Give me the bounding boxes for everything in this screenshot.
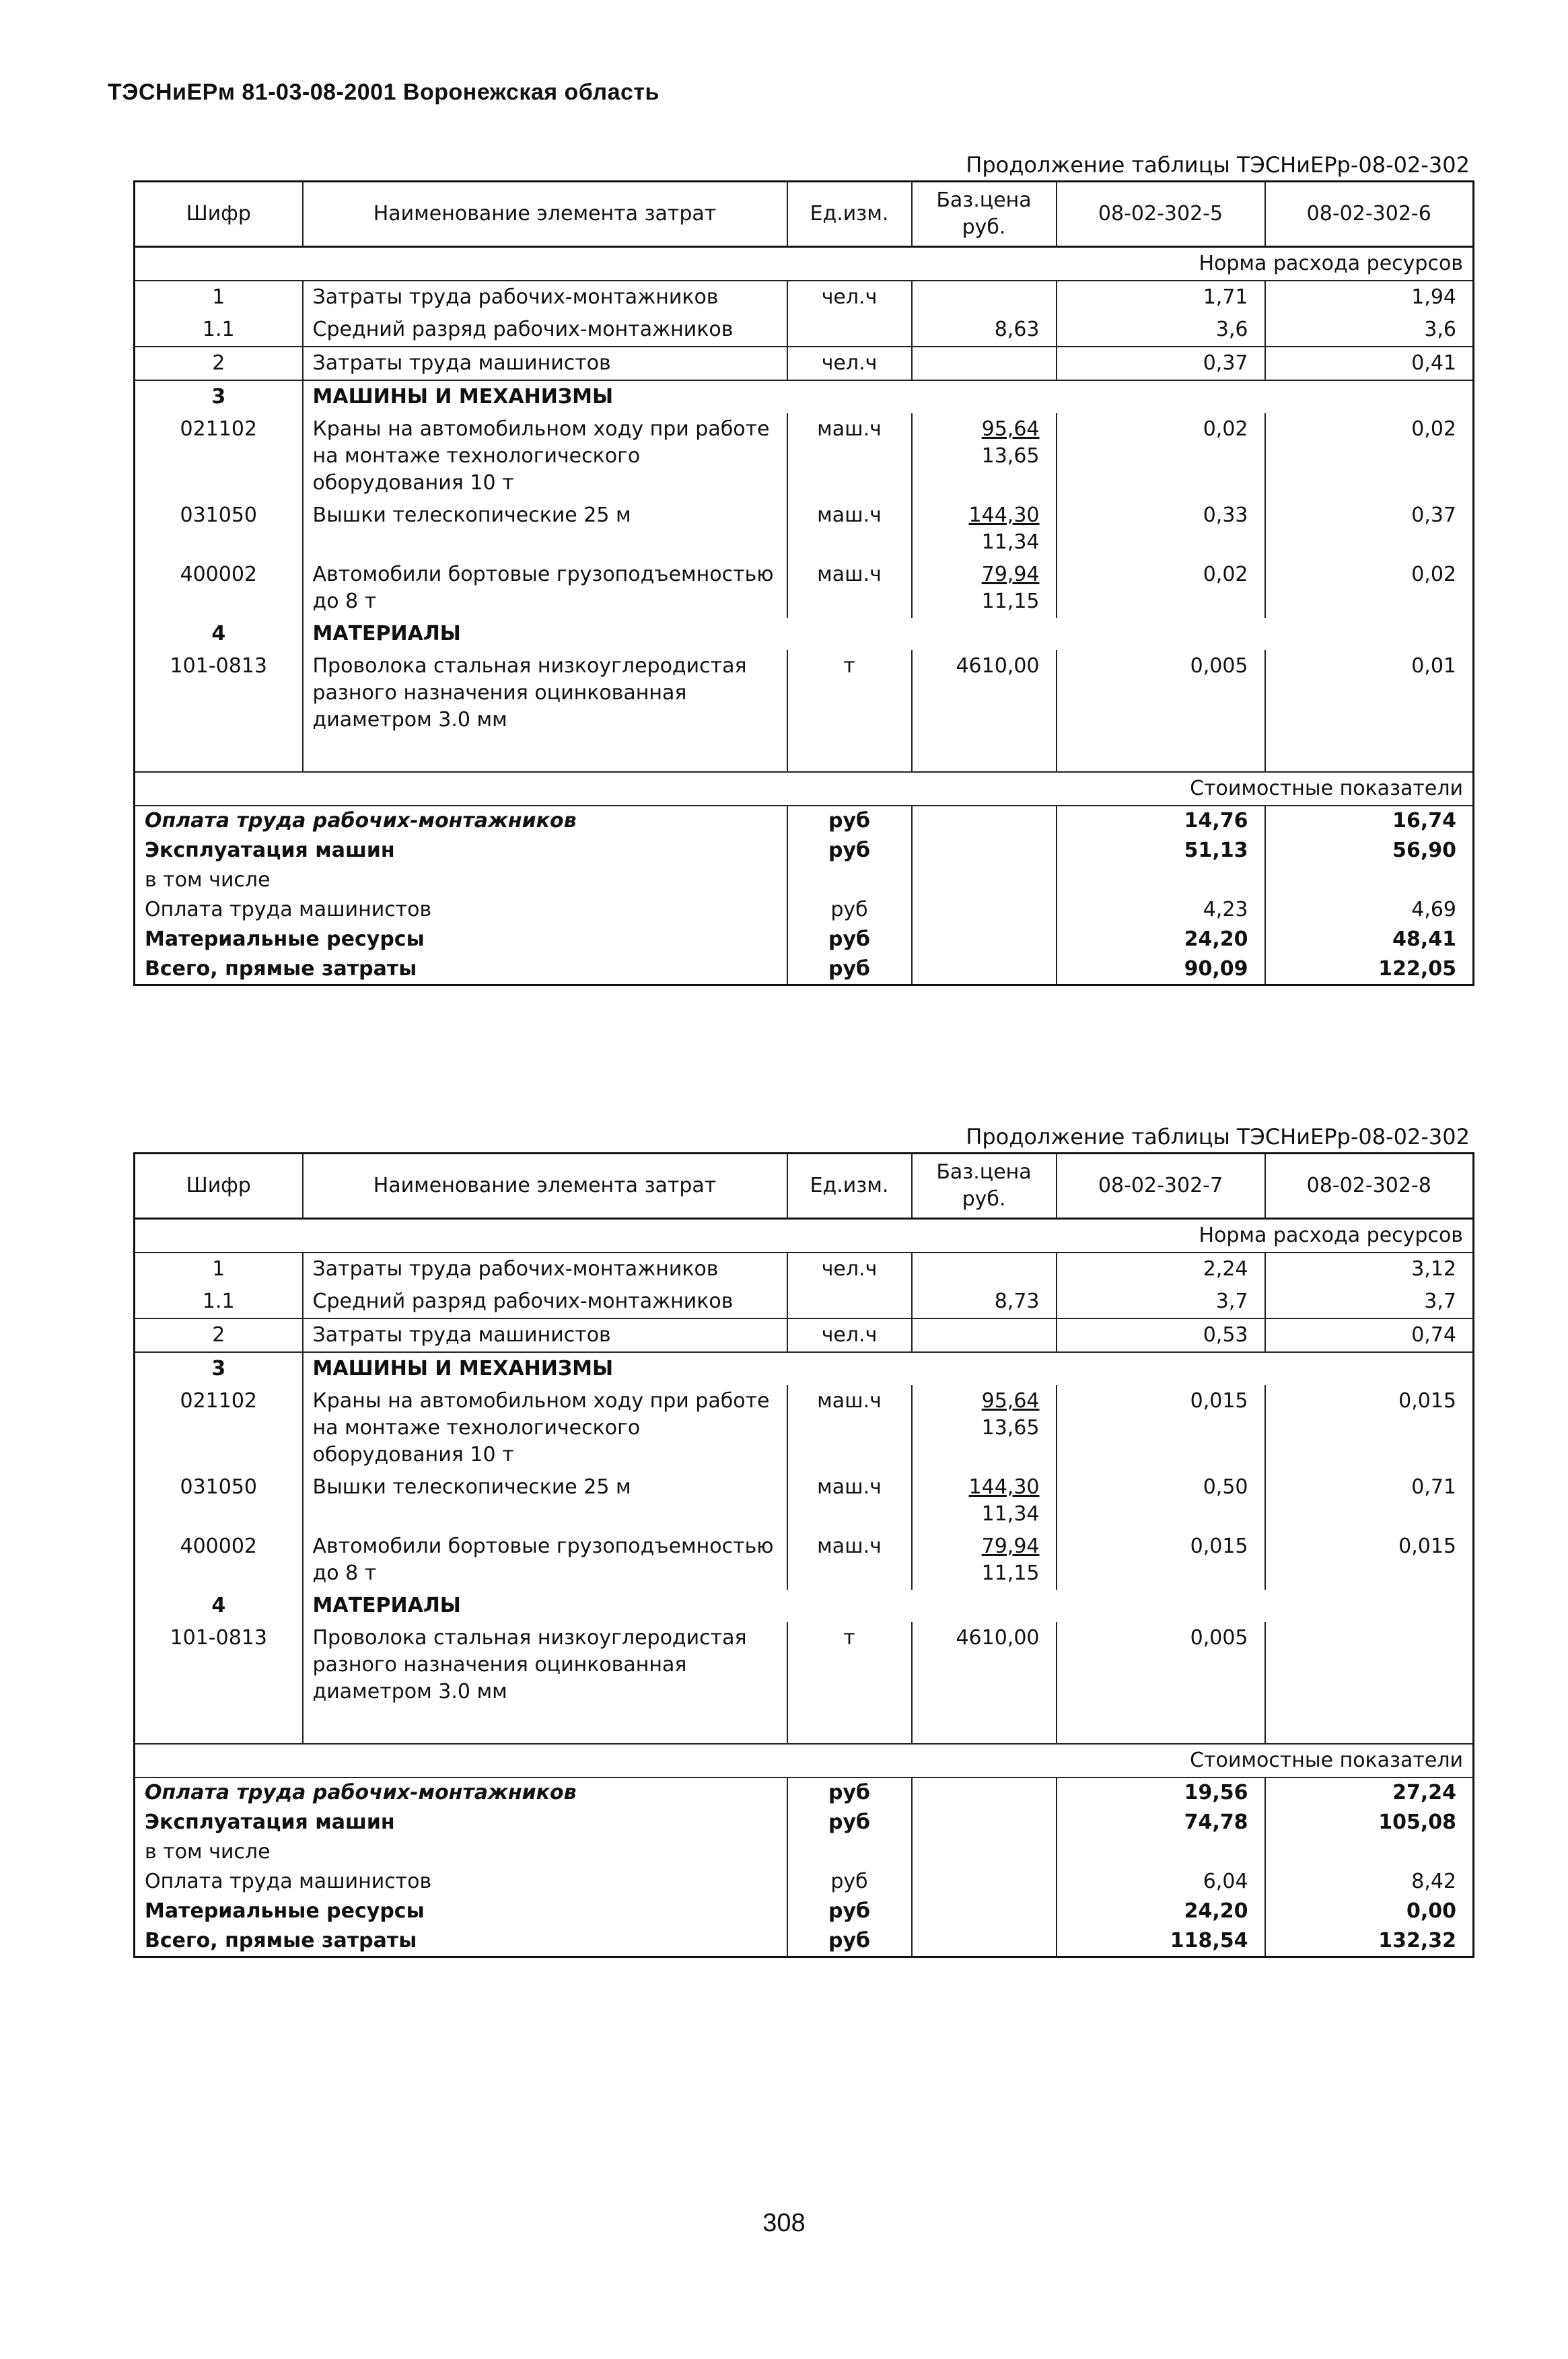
- resource-row: [135, 1253, 1474, 1286]
- cost-table: [133, 180, 1474, 986]
- cost-row-unit: руб: [787, 806, 912, 836]
- cost-row-unit: руб: [787, 954, 912, 985]
- cost-row-base: [912, 1897, 1057, 1926]
- cost-row-base: [912, 806, 1057, 836]
- row-value-b: 0,02: [1265, 559, 1474, 618]
- col-code-header: Шифр: [135, 1154, 303, 1219]
- row-unit: чел.ч: [787, 1253, 912, 1286]
- base-price-wage: 11,34: [981, 1502, 1040, 1526]
- row-unit: маш.ч: [787, 1530, 912, 1590]
- row-value-b: 0,015: [1265, 1385, 1474, 1471]
- spacer-cell: [135, 1708, 303, 1744]
- cost-row-value-a: 24,20: [1057, 1897, 1265, 1926]
- row-name: Средний разряд рабочих-монтажников: [303, 1286, 787, 1318]
- resource-row: [135, 281, 1474, 314]
- base-price-total: 79,94: [981, 563, 1040, 586]
- row-code: 3: [135, 380, 303, 413]
- cost-row: [135, 1777, 1474, 1808]
- spacer-cell: [787, 736, 912, 772]
- row-value-a: 0,33: [1057, 499, 1265, 559]
- row-value-a: 0,015: [1057, 1385, 1265, 1471]
- row-name: Краны на автомобильном ходу при работе на монтаже технологического оборудования 10 т: [303, 413, 787, 499]
- row-unit: маш.ч: [787, 413, 912, 499]
- row-unit: чел.ч: [787, 347, 912, 380]
- row-unit: т: [787, 1622, 912, 1708]
- row-value-b: [1265, 1622, 1474, 1708]
- cost-row: [135, 925, 1474, 954]
- cost-row-base: [912, 925, 1057, 954]
- cost-row-value-a: 6,04: [1057, 1867, 1265, 1897]
- row-name: Проволока стальная низкоуглеродистая разного назначения оцинкованная диаметром 3.0 мм: [303, 650, 787, 736]
- section-title: МАТЕРИАЛЫ: [303, 1590, 1474, 1622]
- row-base-price: [912, 314, 1057, 347]
- cost-row: [135, 806, 1474, 836]
- spacer-cell: [912, 1708, 1057, 1744]
- base-price-total: 8,63: [994, 318, 1040, 341]
- row-value-b: 0,71: [1265, 1471, 1474, 1530]
- spacer-cell: [303, 1708, 787, 1744]
- cost-row-value-a: 118,54: [1057, 1926, 1265, 1957]
- row-base-price: [912, 1286, 1057, 1318]
- row-code: 1: [135, 1253, 303, 1286]
- base-price-total: 144,30: [968, 1475, 1040, 1499]
- base-price-wage: 11,15: [981, 590, 1040, 613]
- resource-row: [135, 1530, 1474, 1590]
- cost-row-label: Эксплуатация машин: [135, 836, 787, 866]
- cost-row-unit: руб: [787, 1926, 912, 1957]
- resource-row: [135, 1471, 1474, 1530]
- header-row: [135, 182, 1474, 247]
- row-value-b: 0,41: [1265, 347, 1474, 380]
- cost-row: [135, 1837, 1474, 1867]
- header-row: [135, 1154, 1474, 1219]
- cost-row: [135, 1897, 1474, 1926]
- row-base-price: [912, 1385, 1057, 1471]
- cost-label: Стоимостные показатели: [135, 772, 1474, 806]
- row-unit: чел.ч: [787, 1318, 912, 1352]
- row-name: Затраты труда рабочих-монтажников: [303, 1253, 787, 1286]
- row-base-price: [912, 650, 1057, 736]
- cost-row-unit: руб: [787, 1808, 912, 1837]
- table-caption: Продолжение таблицы ТЭСНиЕРр-08-02-302: [966, 1124, 1470, 1150]
- base-price-total: 4610,00: [956, 1626, 1040, 1650]
- row-value-a: 0,53: [1057, 1318, 1265, 1352]
- cost-row-value-a: 51,13: [1057, 836, 1265, 866]
- norm-label-row: [135, 1219, 1474, 1253]
- row-unit: маш.ч: [787, 1471, 912, 1530]
- row-code: 1.1: [135, 1286, 303, 1318]
- row-code: 2: [135, 1318, 303, 1352]
- cost-row-unit: руб: [787, 1867, 912, 1897]
- row-unit: [787, 1286, 912, 1318]
- cost-row-value-b: 27,24: [1265, 1777, 1474, 1808]
- cost-row: [135, 1808, 1474, 1837]
- resource-row: [135, 1385, 1474, 1471]
- cost-table: [133, 1152, 1474, 1958]
- cost-row-value-b: 4,69: [1265, 895, 1474, 925]
- row-value-a: 0,02: [1057, 559, 1265, 618]
- row-base-price: [912, 1622, 1057, 1708]
- col-base-price-header: Баз.цена руб.: [912, 182, 1057, 247]
- cost-row-value-a: 4,23: [1057, 895, 1265, 925]
- spacer-row: [135, 1708, 1474, 1744]
- section-title: МАТЕРИАЛЫ: [303, 618, 1474, 650]
- cost-label-row: [135, 1744, 1474, 1777]
- base-price-total: 95,64: [981, 417, 1040, 441]
- cost-row: [135, 895, 1474, 925]
- col-variant-a-header: 08-02-302-7: [1057, 1154, 1265, 1219]
- cost-row-label: Оплата труда машинистов: [135, 895, 787, 925]
- base-price-total: 144,30: [968, 503, 1040, 527]
- row-code: 4: [135, 618, 303, 650]
- cost-row-unit: [787, 1837, 912, 1867]
- row-code: 031050: [135, 499, 303, 559]
- row-unit: маш.ч: [787, 1385, 912, 1471]
- norm-label: Норма расхода ресурсов: [135, 1219, 1474, 1253]
- cost-row: [135, 836, 1474, 866]
- cost-row-unit: [787, 866, 912, 895]
- base-price-wage: 13,65: [981, 444, 1040, 468]
- base-price-total: 4610,00: [956, 654, 1040, 678]
- document-header: ТЭСНиЕРм 81-03-08-2001 Воронежская область: [108, 79, 660, 105]
- resource-table-2: [133, 1121, 1472, 1958]
- row-code: 400002: [135, 1530, 303, 1590]
- resource-row: [135, 314, 1474, 347]
- cost-row-value-a: 24,20: [1057, 925, 1265, 954]
- row-base-price: [912, 1253, 1057, 1286]
- row-code: 2: [135, 347, 303, 380]
- row-code: 3: [135, 1352, 303, 1385]
- row-name: Краны на автомобильном ходу при работе на монтаже технологического оборудования 10 т: [303, 1385, 787, 1471]
- row-code: 1.1: [135, 314, 303, 347]
- cost-row-value-b: 16,74: [1265, 806, 1474, 836]
- row-value-a: 0,015: [1057, 1530, 1265, 1590]
- row-code: 400002: [135, 559, 303, 618]
- cost-row-label: в том числе: [135, 1837, 787, 1867]
- col-variant-b-header: 08-02-302-8: [1265, 1154, 1474, 1219]
- row-base-price: [912, 347, 1057, 380]
- row-value-a: 3,6: [1057, 314, 1265, 347]
- base-price-wage: 13,65: [981, 1416, 1040, 1440]
- cost-row-base: [912, 895, 1057, 925]
- cost-row-value-b: 122,05: [1265, 954, 1474, 985]
- col-name-header: Наименование элемента затрат: [303, 1154, 787, 1219]
- cost-row-base: [912, 1837, 1057, 1867]
- row-value-a: 2,24: [1057, 1253, 1265, 1286]
- cost-row-unit: руб: [787, 1777, 912, 1808]
- base-price-total: 95,64: [981, 1389, 1040, 1413]
- spacer-row: [135, 736, 1474, 772]
- row-value-b: 3,6: [1265, 314, 1474, 347]
- col-variant-b-header: 08-02-302-6: [1265, 182, 1474, 247]
- section-row: [135, 380, 1474, 413]
- section-row: [135, 1352, 1474, 1385]
- row-value-b: 3,12: [1265, 1253, 1474, 1286]
- row-base-price: [912, 499, 1057, 559]
- row-unit: т: [787, 650, 912, 736]
- row-name: Проволока стальная низкоуглеродистая разного назначения оцинкованная диаметром 3.0 мм: [303, 1622, 787, 1708]
- row-base-price: [912, 281, 1057, 314]
- resource-row: [135, 1286, 1474, 1318]
- row-code: 1: [135, 281, 303, 314]
- cost-row-base: [912, 1777, 1057, 1808]
- resource-row: [135, 1318, 1474, 1352]
- row-value-a: 0,37: [1057, 347, 1265, 380]
- spacer-cell: [912, 736, 1057, 772]
- base-price-total: 8,73: [994, 1290, 1040, 1313]
- cost-row-label: Оплата труда рабочих-монтажников: [135, 1777, 787, 1808]
- cost-row-label: Оплата труда машинистов: [135, 1867, 787, 1897]
- cost-row-base: [912, 1867, 1057, 1897]
- row-code: 4: [135, 1590, 303, 1622]
- norm-label-row: [135, 247, 1474, 281]
- spacer-cell: [1265, 736, 1474, 772]
- spacer-cell: [1265, 1708, 1474, 1744]
- row-value-b: 0,37: [1265, 499, 1474, 559]
- spacer-cell: [135, 736, 303, 772]
- row-base-price: [912, 413, 1057, 499]
- row-code: 021102: [135, 413, 303, 499]
- cost-row-value-b: 132,32: [1265, 1926, 1474, 1957]
- cost-row-value-a: 19,56: [1057, 1777, 1265, 1808]
- cost-label: Стоимостные показатели: [135, 1744, 1474, 1777]
- base-price-wage: 11,34: [981, 530, 1040, 554]
- resource-row: [135, 499, 1474, 559]
- cost-row-value-b: 105,08: [1265, 1808, 1474, 1837]
- row-code: 101-0813: [135, 650, 303, 736]
- row-value-b: 0,01: [1265, 650, 1474, 736]
- cost-row-label: Эксплуатация машин: [135, 1808, 787, 1837]
- cost-row: [135, 1867, 1474, 1897]
- spacer-cell: [1057, 1708, 1265, 1744]
- section-row: [135, 1590, 1474, 1622]
- col-base-price-header: Баз.цена руб.: [912, 1154, 1057, 1219]
- row-value-a: 0,02: [1057, 413, 1265, 499]
- row-value-b: 0,74: [1265, 1318, 1474, 1352]
- row-value-b: 0,02: [1265, 413, 1474, 499]
- cost-row-value-b: 48,41: [1265, 925, 1474, 954]
- col-code-header: Шифр: [135, 182, 303, 247]
- resource-row: [135, 413, 1474, 499]
- row-base-price: [912, 1318, 1057, 1352]
- row-name: Затраты труда машинистов: [303, 1318, 787, 1352]
- cost-row-base: [912, 954, 1057, 985]
- resource-row: [135, 1622, 1474, 1708]
- cost-row-unit: руб: [787, 836, 912, 866]
- row-value-a: 0,005: [1057, 1622, 1265, 1708]
- cost-row-base: [912, 1808, 1057, 1837]
- cost-row-unit: руб: [787, 895, 912, 925]
- cost-label-row: [135, 772, 1474, 806]
- col-variant-a-header: 08-02-302-5: [1057, 182, 1265, 247]
- cost-row-value-b: 0,00: [1265, 1897, 1474, 1926]
- row-code: 021102: [135, 1385, 303, 1471]
- cost-row-label: в том числе: [135, 866, 787, 895]
- cost-row-value-a: [1057, 866, 1265, 895]
- col-unit-header: Ед.изм.: [787, 182, 912, 247]
- cost-row-unit: руб: [787, 1897, 912, 1926]
- row-base-price: [912, 559, 1057, 618]
- cost-row-label: Материальные ресурсы: [135, 1897, 787, 1926]
- cost-row: [135, 1926, 1474, 1957]
- row-value-b: 1,94: [1265, 281, 1474, 314]
- resource-row: [135, 559, 1474, 618]
- row-base-price: [912, 1530, 1057, 1590]
- section-row: [135, 618, 1474, 650]
- cost-row-label: Материальные ресурсы: [135, 925, 787, 954]
- row-value-a: 1,71: [1057, 281, 1265, 314]
- spacer-cell: [787, 1708, 912, 1744]
- row-name: Затраты труда рабочих-монтажников: [303, 281, 787, 314]
- cost-row: [135, 866, 1474, 895]
- table-caption: Продолжение таблицы ТЭСНиЕРр-08-02-302: [966, 152, 1470, 178]
- row-value-a: 0,50: [1057, 1471, 1265, 1530]
- page-number: 308: [762, 2209, 806, 2237]
- col-unit-header: Ед.изм.: [787, 1154, 912, 1219]
- row-name: Автомобили бортовые грузоподъемностью до 8 т: [303, 559, 787, 618]
- cost-row: [135, 954, 1474, 985]
- base-price-total: 79,94: [981, 1535, 1040, 1558]
- row-base-price: [912, 1471, 1057, 1530]
- row-name: Средний разряд рабочих-монтажников: [303, 314, 787, 347]
- row-code: 031050: [135, 1471, 303, 1530]
- cost-row-value-b: 8,42: [1265, 1867, 1474, 1897]
- cost-row-unit: руб: [787, 925, 912, 954]
- cost-row-value-a: [1057, 1837, 1265, 1867]
- cost-row-value-b: [1265, 866, 1474, 895]
- row-code: 101-0813: [135, 1622, 303, 1708]
- cost-row-value-b: [1265, 1837, 1474, 1867]
- row-value-b: 0,015: [1265, 1530, 1474, 1590]
- row-unit: [787, 314, 912, 347]
- cost-row-value-b: 56,90: [1265, 836, 1474, 866]
- section-title: МАШИНЫ И МЕХАНИЗМЫ: [303, 1352, 1474, 1385]
- row-unit: чел.ч: [787, 281, 912, 314]
- resource-row: [135, 650, 1474, 736]
- cost-row-base: [912, 1926, 1057, 1957]
- cost-row-base: [912, 866, 1057, 895]
- row-value-b: 3,7: [1265, 1286, 1474, 1318]
- row-value-a: 3,7: [1057, 1286, 1265, 1318]
- spacer-cell: [1057, 736, 1265, 772]
- col-name-header: Наименование элемента затрат: [303, 182, 787, 247]
- cost-row-label: Оплата труда рабочих-монтажников: [135, 806, 787, 836]
- resource-table-1: [133, 149, 1472, 986]
- base-price-wage: 11,15: [981, 1561, 1040, 1585]
- cost-row-label: Всего, прямые затраты: [135, 954, 787, 985]
- row-name: Автомобили бортовые грузоподъемностью до 8 т: [303, 1530, 787, 1590]
- row-name: Вышки телескопические 25 м: [303, 1471, 787, 1530]
- row-unit: маш.ч: [787, 499, 912, 559]
- row-value-a: 0,005: [1057, 650, 1265, 736]
- cost-row-base: [912, 836, 1057, 866]
- cost-row-value-a: 90,09: [1057, 954, 1265, 985]
- cost-row-label: Всего, прямые затраты: [135, 1926, 787, 1957]
- row-unit: маш.ч: [787, 559, 912, 618]
- norm-label: Норма расхода ресурсов: [135, 247, 1474, 281]
- section-title: МАШИНЫ И МЕХАНИЗМЫ: [303, 380, 1474, 413]
- row-name: Вышки телескопические 25 м: [303, 499, 787, 559]
- spacer-cell: [303, 736, 787, 772]
- resource-row: [135, 347, 1474, 380]
- cost-row-value-a: 74,78: [1057, 1808, 1265, 1837]
- row-name: Затраты труда машинистов: [303, 347, 787, 380]
- cost-row-value-a: 14,76: [1057, 806, 1265, 836]
